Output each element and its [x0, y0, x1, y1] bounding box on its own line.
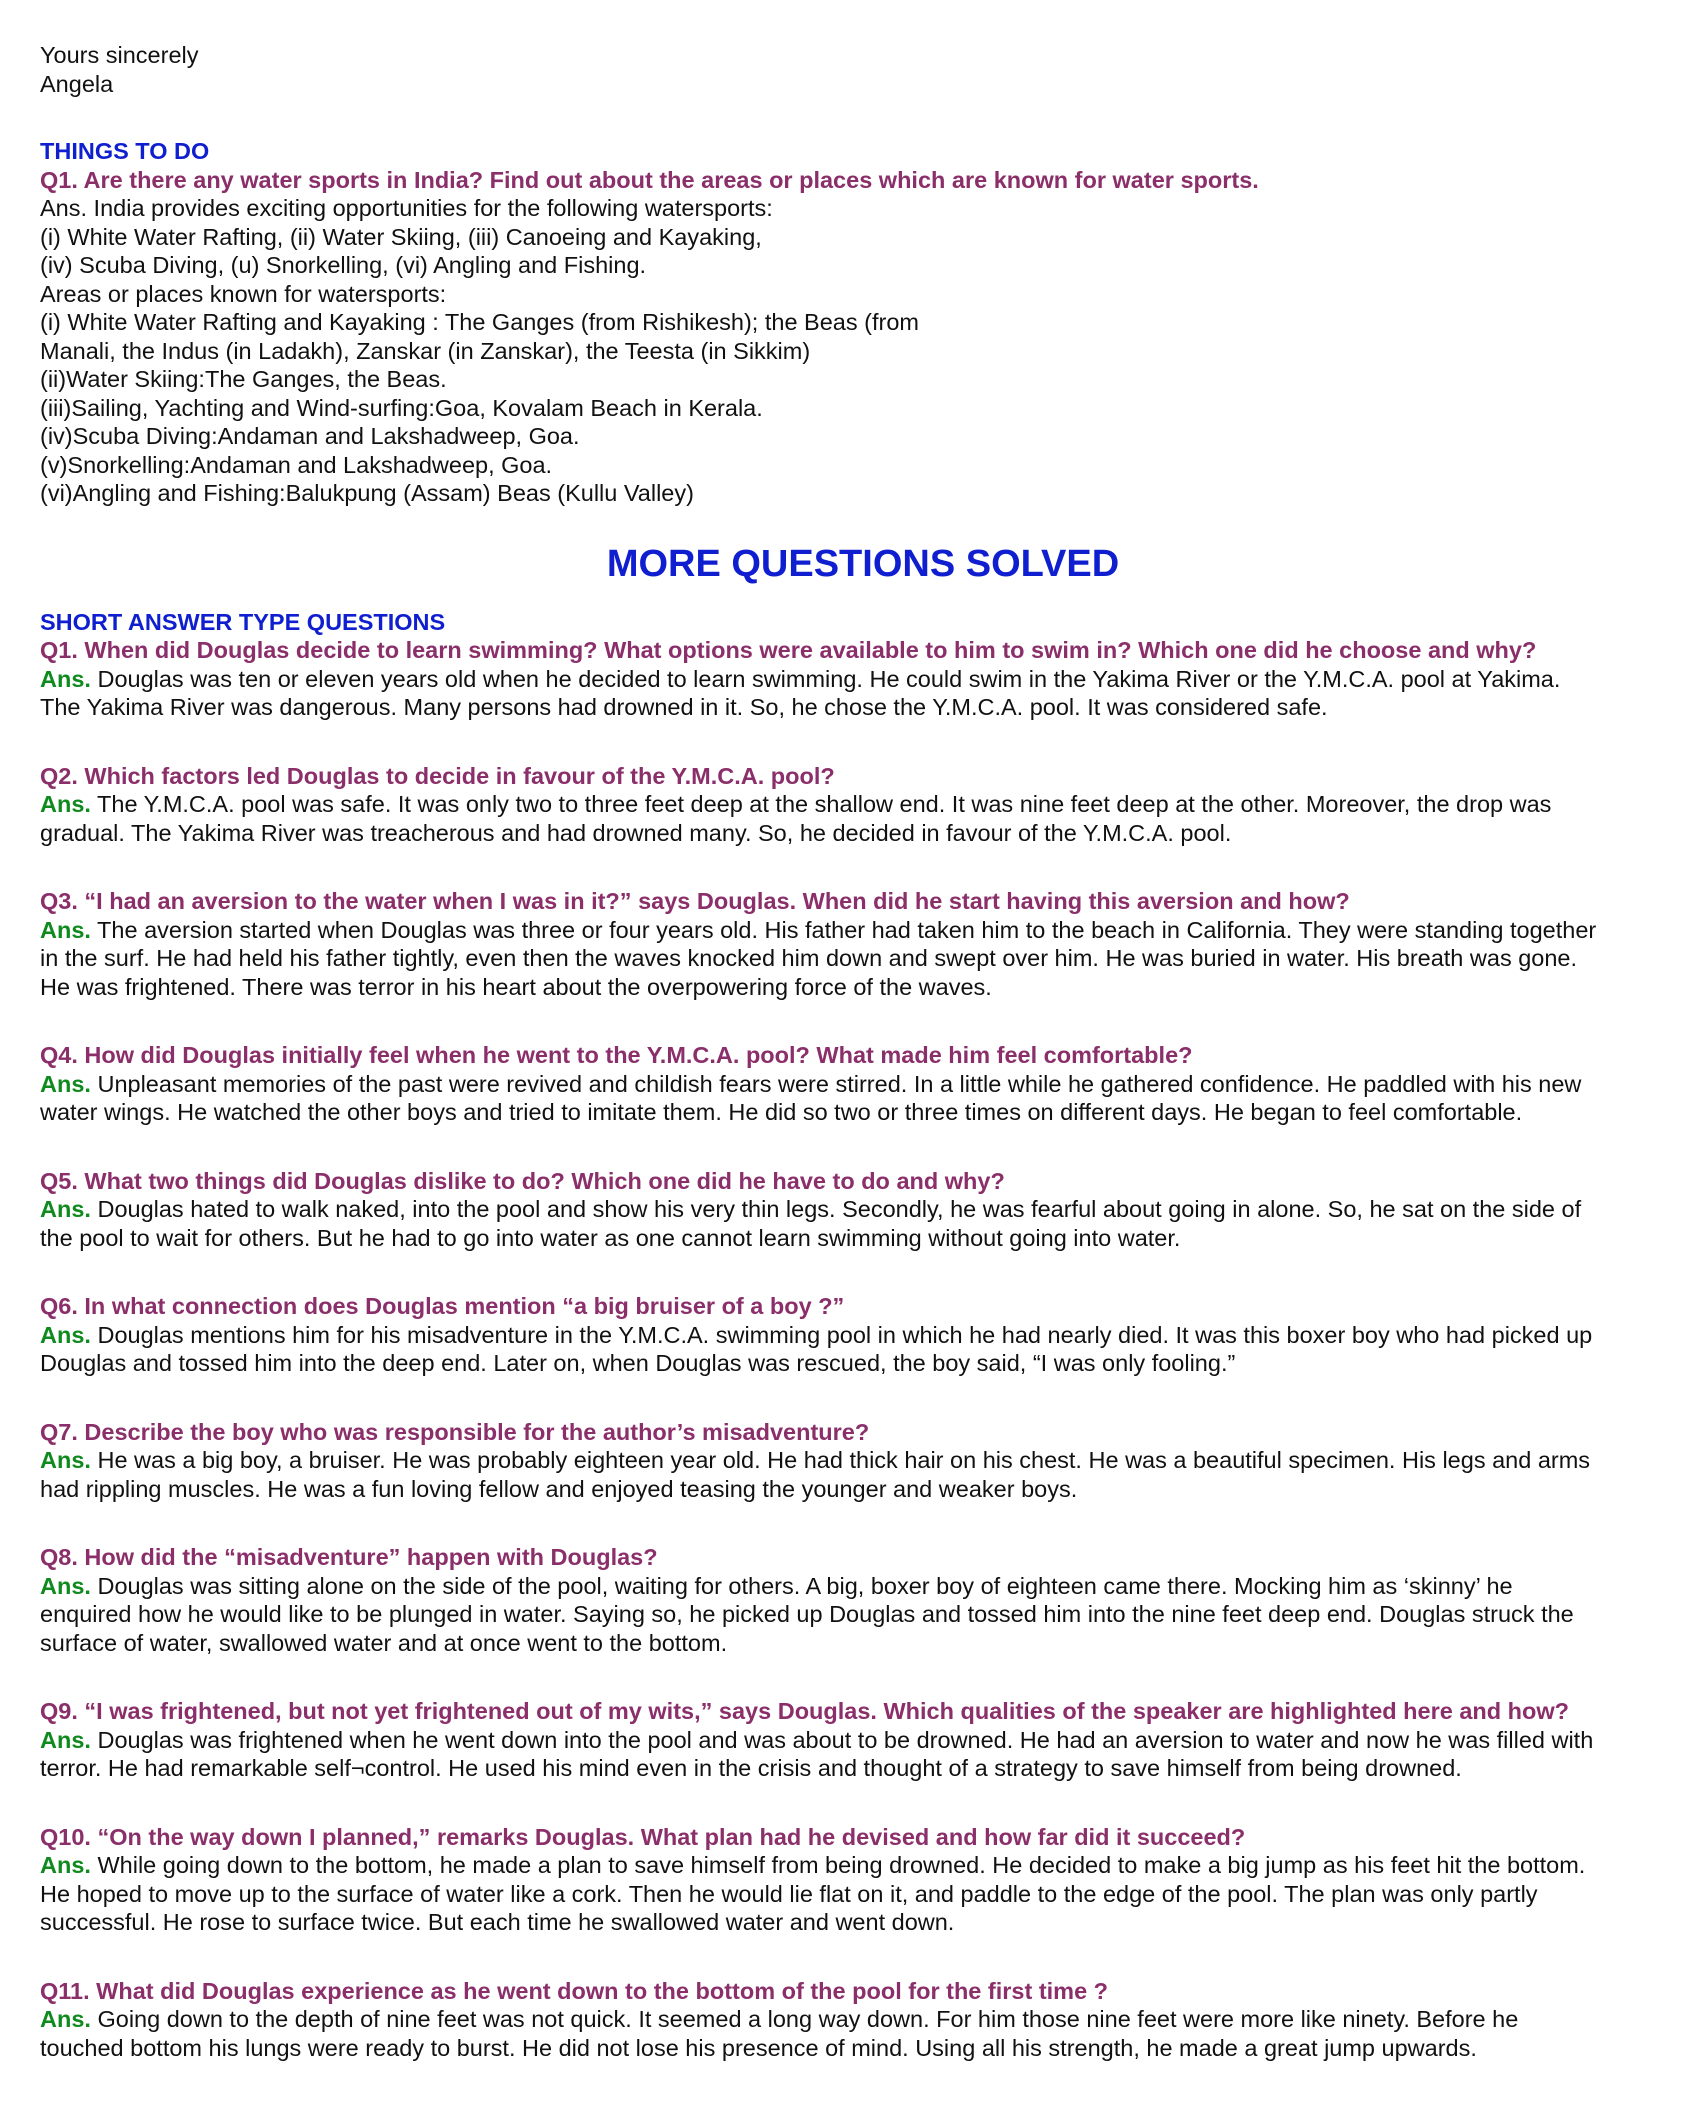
ans-label: Ans. [40, 916, 91, 943]
closing-salutation: Yours sincerely [40, 42, 199, 68]
ans-label: Ans. [40, 2006, 91, 2032]
answer-line: (v)Snorkelling:Andaman and Lakshadweep, Goa. [40, 451, 553, 478]
ans-label: Ans. [40, 665, 91, 692]
answer-line: (i) White Water Rafting, (ii) Water Skiing, (iii) Canoeing and Kayaking, [40, 223, 762, 250]
spacer [40, 98, 1686, 137]
question: Q11. What did Douglas experience as he went down to the bottom of the pool for the first time ? [40, 1977, 1109, 2004]
answer-line: While going down to the bottom, he made a plan to save himself from being drowned. He decided to make a big jump as his feet hit the bottom. [90, 1852, 1586, 1878]
qa-item-10 [40, 1823, 1686, 1937]
qa-item-2 [40, 762, 1686, 848]
things-to-do-section [40, 137, 1686, 508]
ans-label: Ans. [40, 1726, 91, 1753]
question: Q8. How did the “misadventure” happen with Douglas? [40, 1544, 658, 1570]
things-to-do-question: Q1. Are there any water sports in India? Find out about the areas or places which are known for water sports. [40, 166, 1259, 193]
question: Q4. How did Douglas initially feel when he went to the Y.M.C.A. pool? What made him feel comfortable? [40, 1042, 1193, 1068]
answer-line: Douglas was ten or eleven years old when he decided to learn swimming. He could swim in the Yakima River or the Y.M.C.A. pool at Yakima. [90, 665, 1561, 692]
question: Q5. What two things did Douglas dislike to do? Which one did he have to do and why? [40, 1167, 1005, 1194]
answer-line: Areas or places known for watersports: [40, 280, 447, 307]
answer-line: successful. He rose to surface twice. But each time he swallowed water and went down. [40, 1909, 955, 1935]
letter-closing [40, 41, 1686, 98]
closing-name: Angela [40, 70, 114, 97]
answer [40, 1572, 1686, 1658]
answer [40, 1070, 1686, 1127]
qa-item-8 [40, 1543, 1686, 1657]
answer-line: the pool to wait for others. But he had to go into water as one cannot learn swimming without going into water. [40, 1224, 1181, 1251]
short-answer-section [40, 608, 1686, 2063]
ans-label: Ans. [40, 1572, 91, 1599]
answer-line: (ii)Water Skiing:The Ganges, the Beas. [40, 366, 447, 392]
things-to-do-heading: THINGS TO DO [40, 138, 210, 164]
ans-label: Ans. [40, 791, 91, 817]
answer-line: Douglas and tossed him into the deep end. Later on, when Douglas was rescued, the boy said, “I was only fooling.” [40, 1350, 1236, 1376]
answer [40, 1321, 1686, 1378]
answer-line: (iv)Scuba Diving:Andaman and Lakshadweep, Goa. [40, 423, 580, 449]
answer [40, 1851, 1686, 1937]
question: Q9. “I was frightened, but not yet frightened out of my wits,” says Douglas. Which qualities of the speaker are highlighted here and how? [40, 1698, 1570, 1724]
qa-item-4 [40, 1041, 1686, 1127]
answer [40, 665, 1686, 722]
ans-label: Ans. [40, 1070, 91, 1097]
ans-label: Ans. [40, 1321, 91, 1348]
qa-item-11 [40, 1977, 1686, 2063]
answer-line: terror. He had remarkable self¬control. He used his mind even in the crisis and thought of a strategy to save himself from being drowned. [40, 1755, 1462, 1781]
answer-line: enquired how he would like to be plunged in water. Saying so, he picked up Douglas and tossed him into the nine feet deep end. Douglas struck the [40, 1601, 1574, 1627]
answer-line: Unpleasant memories of the past were revived and childish fears were stirred. In a little while he gathered confidence. He paddled with his new [90, 1070, 1582, 1097]
answer-line: He hoped to move up to the surface of water like a cork. Then he would lie flat on it, and paddle to the edge of the pool. The plan was only partly [40, 1880, 1538, 1907]
answer-line: gradual. The Yakima River was treacherous and had drowned many. So, he decided in favour of the Y.M.C.A. pool. [40, 819, 1232, 846]
ans-label: Ans. [40, 1196, 91, 1222]
answer-line: touched bottom his lungs were ready to burst. He did not lose his presence of mind. Using all his strength, he made a great jump upwards. [40, 2034, 1477, 2061]
qa-item-5 [40, 1167, 1686, 1253]
ans-label: Ans. [40, 1447, 91, 1473]
answer [40, 1726, 1686, 1783]
answer-line: (iii)Sailing, Yachting and Wind-surfing:Goa, Kovalam Beach in Kerala. [40, 394, 763, 421]
qa-item-3 [40, 887, 1686, 1001]
answer-line: He was a big boy, a bruiser. He was probably eighteen year old. He had thick hair on his chest. He was a beautiful specimen. His legs and arms [90, 1447, 1591, 1473]
answer-line: Douglas mentions him for his misadventure in the Y.M.C.A. swimming pool in which he had nearly died. It was this boxer boy who had picked up [90, 1321, 1593, 1348]
answer-line: (i) White Water Rafting and Kayaking : The Ganges (from Rishikesh); the Beas (from [40, 309, 919, 335]
answer-line: surface of water, swallowed water and at once went to the bottom. [40, 1629, 728, 1656]
question: Q7. Describe the boy who was responsible for the author’s misadventure? [40, 1418, 870, 1445]
answer-line: Douglas was sitting alone on the side of the pool, waiting for others. A big, boxer boy of eighteen came there. Mocking him as ‘skinny’ he [90, 1572, 1513, 1599]
question: Q2. Which factors led Douglas to decide in favour of the Y.M.C.A. pool? [40, 762, 835, 789]
answer-line: Douglas hated to walk naked, into the pool and show his very thin legs. Secondly, he was fearful about going in alone. So, he sat on the side of [90, 1196, 1582, 1222]
qa-item-6 [40, 1292, 1686, 1378]
question: Q10. “On the way down I planned,” remarks Douglas. What plan had he devised and how far did it succeed? [40, 1823, 1246, 1850]
answer [40, 790, 1686, 847]
answer [40, 2005, 1686, 2062]
answer-line: Manali, the Indus (in Ladakh), Zanskar (in Zanskar), the Teesta (in Sikkim) [40, 337, 811, 364]
answer-line: The Yakima River was dangerous. Many persons had drowned in it. So, he chose the Y.M.C.A. pool. It was considered safe. [40, 694, 1328, 720]
answer [40, 916, 1686, 1002]
question: Q1. When did Douglas decide to learn swimming? What options were available to him to swim in? Which one did he choose and why? [40, 637, 1537, 663]
section-title: MORE QUESTIONS SOLVED [606, 542, 1120, 585]
answer-line: Going down to the depth of nine feet was not quick. It seemed a long way down. For him those nine feet were more like ninety. Before he [90, 2006, 1519, 2032]
ans-label: Ans. [40, 1852, 91, 1878]
answer-line: had rippling muscles. He was a fun loving fellow and enjoyed teasing the younger and weaker boys. [40, 1475, 1078, 1502]
answer-line: The aversion started when Douglas was three or four years old. His father had taken him to the beach in California. They were standing together [90, 916, 1597, 943]
question: Q3. “I had an aversion to the water when I was in it?” says Douglas. When did he start having this aversion and how? [40, 888, 1350, 914]
qa-item-7 [40, 1418, 1686, 1504]
answer-line: in the surf. He had held his father tightly, even then the waves knocked him down and swept over him. He was buried in water. His breath was gone. [40, 945, 1578, 971]
answer-line: The Y.M.C.A. pool was safe. It was only two to three feet deep at the shallow end. It was nine feet deep at the other. Moreover, the drop was [90, 791, 1552, 817]
question: Q6. In what connection does Douglas mention “a big bruiser of a boy ?” [40, 1293, 845, 1319]
answer [40, 1446, 1686, 1503]
qa-item-9 [40, 1697, 1686, 1783]
answer-line: Ans. India provides exciting opportunities for the following watersports: [40, 195, 773, 221]
answer-line: He was frightened. There was terror in his heart about the overpowering force of the waves. [40, 973, 992, 1000]
answer-line: water wings. He watched the other boys and tried to imitate them. He did so two or three times on different days. He began to feel comfortable. [40, 1099, 1523, 1125]
answer-line: (vi)Angling and Fishing:Balukpung (Assam) Beas (Kullu Valley) [40, 480, 694, 506]
things-to-do-answer [40, 194, 1686, 508]
short-answer-heading: SHORT ANSWER TYPE QUESTIONS [40, 608, 446, 635]
answer-line: (iv) Scuba Diving, (u) Snorkelling, (vi) Angling and Fishing. [40, 252, 647, 278]
answer-line: Douglas was frightened when he went down into the pool and was about to be drowned. He had an aversion to water and now he was filled with [90, 1726, 1594, 1753]
answer [40, 1195, 1686, 1252]
qa-item-1 [40, 636, 1686, 722]
